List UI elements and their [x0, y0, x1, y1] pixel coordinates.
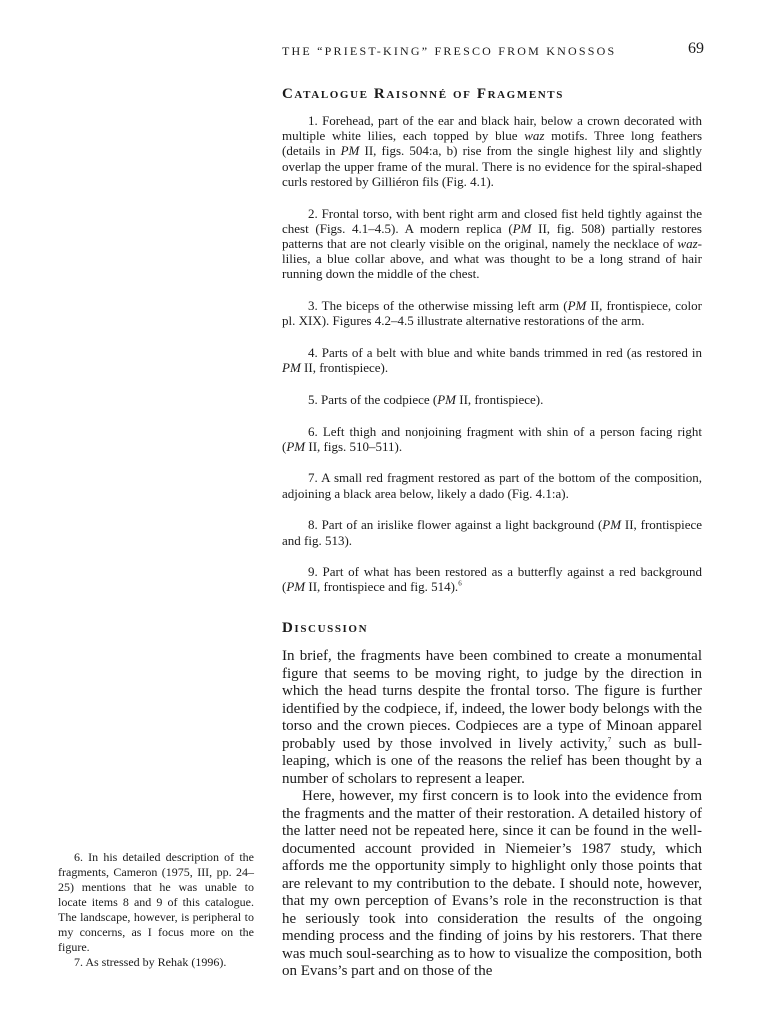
catalogue-item-text: PM: [512, 220, 532, 236]
catalogue-item-number: 7.: [308, 470, 318, 486]
catalogue-item: [282, 424, 702, 454]
catalogue-item-number: 9.: [308, 564, 318, 580]
discussion-p1-text-a: In brief, the fragments have been combined to create a monumental figure that seems to be moving right, to judge by the direction in which the head turns despite the frontal torso. The figure is further identified by the codpiece, if, indeed, the lower body belongs with the torso and the crown pieces. Codpieces are a type of Minoan apparel probably used by those involved in lively activity,: [282, 648, 702, 752]
footnotes: [58, 850, 254, 970]
footnote-7: 7. As stressed by Rehak (1996).: [74, 955, 227, 969]
catalogue-item-text: PM: [602, 517, 622, 533]
discussion-heading: Discussion: [282, 620, 369, 636]
catalogue-item-text: II, frontispiece and fig. 514).: [305, 579, 459, 595]
discussion-paragraph-2: Here, however, my first concern is to look into the evidence from the fragments and the matter of their restoration. A detailed history of the latter need not be repeated here, since it can be found in the well-documented account provided in Niemeier’s 1987 study, which affords me the opportunity simply to highlight only those points that are relevant to my contribution to the debate. I should note, however, that my own perception of Evans’s role in the reconstruction is that he seriously took into consideration the results of the ongoing mending process and the finding of joins by his restorers. That there was much soul-searching as to how to visualize the composition, both on Evans’s part and on those of the: [282, 788, 702, 979]
catalogue-item-text: waz: [677, 235, 698, 251]
catalogue-item: [282, 345, 702, 375]
catalogue-item-text: -lilies, a blue collar above, and what was thought to be a long strand of hair running down the middle of the chest.: [282, 235, 702, 282]
catalogue-item-text: Left thigh and nonjoining fragment with shin of a person facing right (: [282, 423, 702, 454]
catalogue-item: [282, 113, 702, 189]
catalogue-list: [282, 113, 702, 611]
footnote-ref-7: 7: [607, 735, 612, 744]
catalogue-item-text: II, fig. 508) partially restores patterns that are not clearly visible on the original, namely the necklace of: [282, 220, 702, 251]
page-number: 69: [688, 40, 704, 57]
catalogue-item: [282, 517, 702, 547]
catalogue-item-number: 6.: [308, 423, 318, 439]
catalogue-item-text: motifs. Three long feathers (details in: [282, 128, 703, 159]
catalogue-item-number: 2.: [308, 205, 318, 221]
catalogue-item-text: PM: [340, 143, 360, 159]
catalogue-item-number: 8.: [308, 517, 318, 533]
catalogue-item: [282, 392, 702, 407]
discussion-paragraph-1: [282, 648, 702, 788]
catalogue-item-text: PM: [567, 298, 587, 314]
catalogue-item-text: PM: [286, 438, 306, 454]
footnote-6: 6. In his detailed description of the fragments, Cameron (1975, III, pp. 24–25) mentions that he was unable to locate items 8 and 9 of this catalogue. The landscape, however, is peripheral to my concerns, as I focus more on the figure.: [58, 850, 254, 954]
catalogue-item-text: waz: [524, 128, 545, 144]
catalogue-item: [282, 206, 702, 282]
catalogue-item-number: 5.: [308, 391, 318, 407]
catalogue-item-text: II, frontispiece and fig. 513).: [282, 517, 702, 548]
catalogue-item-number: 4.: [308, 344, 318, 360]
catalogue-item-text: Frontal torso, with bent right arm and closed fist held tightly against the chest (Figs. 4.1–4.5). A modern replica (: [282, 205, 702, 236]
catalogue-item-text: A small red fragment restored as part of the bottom of the composition, adjoining a black area below, likely a dado (Fig. 4.1:a).: [282, 470, 702, 501]
footnote-ref: 6: [458, 580, 462, 589]
catalogue-item-text: PM: [286, 579, 306, 595]
catalogue-item-text: II, frontispiece).: [456, 391, 544, 407]
catalogue-item-text: Part of what has been restored as a butterfly against a red background (: [282, 564, 702, 595]
catalogue-item-text: II, frontispiece, color pl. XIX). Figures 4.2–4.5 illustrate alternative restorations of the arm.: [282, 298, 702, 329]
discussion-body: [282, 648, 702, 981]
catalogue-item: [282, 564, 702, 594]
catalogue-item-text: PM: [282, 360, 301, 376]
catalogue-item-text: Part of an irislike flower against a light background (: [317, 517, 603, 533]
running-head: THE “PRIEST-KING” FRESCO FROM KNOSSOS: [282, 44, 617, 58]
catalogue-heading: Catalogue Raisonné of Fragments: [282, 86, 564, 102]
catalogue-item: [282, 470, 702, 500]
catalogue-item-text: The biceps of the otherwise missing left arm (: [317, 298, 568, 314]
discussion-p1-text-b: such as bull-leaping, which is one of the reasons the relief has been thought by a number of scholars to represent a leaper.: [282, 735, 702, 787]
catalogue-item-number: 3.: [308, 298, 318, 314]
catalogue-item-text: PM: [437, 391, 457, 407]
catalogue-item-text: Parts of the codpiece (: [317, 391, 438, 407]
catalogue-item-text: II, figs. 504:a, b) rise from the single highest lily and slightly overlap the upper frame of the mural. There is no evidence for the spiral-shaped curls restored by Gilliéron fils (Fig. 4.1).: [282, 143, 702, 189]
catalogue-item-text: Parts of a belt with blue and white bands trimmed in red (as restored in: [317, 344, 702, 360]
catalogue-item-text: Forehead, part of the ear and black hair, below a crown decorated with multiple white lilies, each topped by blue: [282, 113, 702, 144]
catalogue-item-text: II, frontispiece).: [300, 360, 389, 376]
catalogue-item-text: II, figs. 510–511).: [305, 438, 403, 454]
catalogue-item: [282, 298, 702, 328]
catalogue-item-number: 1.: [308, 113, 318, 128]
